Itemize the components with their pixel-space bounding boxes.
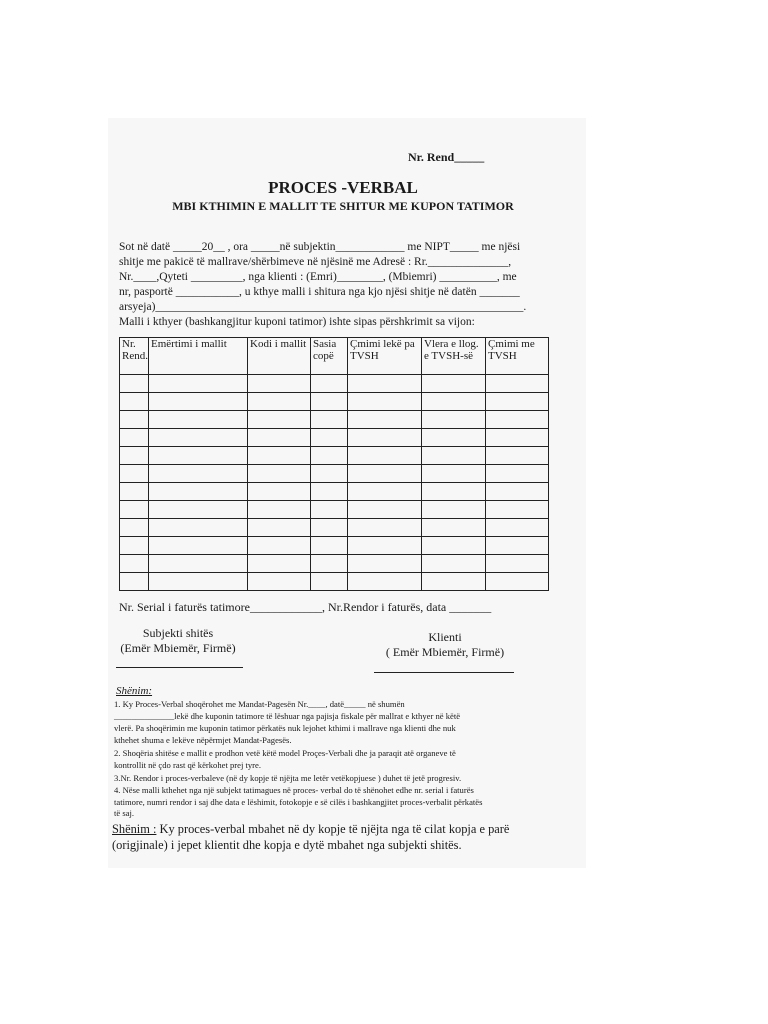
table-cell [311, 501, 348, 519]
table-cell [422, 537, 486, 555]
table-cell [486, 555, 549, 573]
table-cell [311, 393, 348, 411]
document-title: PROCES -VERBAL [268, 178, 418, 197]
table-cell [120, 393, 149, 411]
table-cell [248, 465, 311, 483]
table-cell [248, 375, 311, 393]
table-cell [422, 411, 486, 429]
client-title: Klienti [428, 630, 462, 644]
note-1-line-1: 1. Ky Proces-Verbal shoqërohet me Mandat-Pagesën Nr.____, datë_____ në shumën [114, 699, 405, 709]
intro-line-4: nr, pasportë ___________, u kthye malli i shitura nga kjo njësi shitje në datën _______ [119, 286, 520, 298]
col-header-sasia: Sasia copë [311, 338, 348, 375]
table-cell [120, 483, 149, 501]
table-cell [311, 519, 348, 537]
table-row [120, 465, 549, 483]
table-cell [348, 537, 422, 555]
document-subtitle: MBI KTHIMIN E MALLIT TE SHITUR ME KUPON TATIMOR [172, 199, 514, 213]
table-cell [149, 393, 248, 411]
table-cell [149, 519, 248, 537]
final-note-label: Shënim : [112, 822, 157, 836]
col-header-cmimi-me-tvsh: Çmimi me TVSH [486, 338, 549, 375]
table-cell [149, 447, 248, 465]
table-cell [120, 573, 149, 591]
table-row [120, 537, 549, 555]
table-cell [422, 447, 486, 465]
table-row [120, 393, 549, 411]
col-header-emertimi: Emërtimi i mallit [149, 338, 248, 375]
table-cell [149, 411, 248, 429]
table-cell [311, 465, 348, 483]
table-cell [348, 411, 422, 429]
table-cell [149, 501, 248, 519]
table-cell [120, 411, 149, 429]
table-row [120, 411, 549, 429]
final-note-line-1 [112, 821, 509, 837]
table-cell [486, 447, 549, 465]
table-cell [422, 393, 486, 411]
table-cell [120, 465, 149, 483]
table-cell [348, 573, 422, 591]
table-row [120, 429, 549, 447]
note-1-line-3: vlerë. Pa shoqërimin me kuponin tatimor përkatës nuk lejohet kthimi i mallrave nga klienti dhe nuk [114, 723, 456, 733]
final-note-line-2: (origjinale) i jepet klientit dhe kopja e dytë mbahet nga subjekti shitës. [112, 838, 462, 852]
table-cell [348, 375, 422, 393]
table-cell [348, 465, 422, 483]
note-1-line-4: kthehet shuma e lekëve nëpërmjet Mandat-Pagesës. [114, 735, 292, 745]
table-cell [348, 483, 422, 501]
table-cell [120, 429, 149, 447]
note-4-line-1: 4. Nëse malli kthehet nga një subjekt tatimagues në proces- verbal do të shënohet edhe nr. serial i faturës [114, 785, 474, 795]
table-cell [149, 555, 248, 573]
table-cell [422, 483, 486, 501]
table-cell [486, 375, 549, 393]
seller-signature-line [116, 667, 243, 668]
seller-subtitle: (Emër Mbiemër, Firmë) [120, 641, 236, 655]
table-cell [422, 429, 486, 447]
table-cell [486, 483, 549, 501]
table-row [120, 573, 549, 591]
table-row [120, 375, 549, 393]
final-note-text-1: Ky proces-verbal mbahet në dy kopje të njëjta nga të cilat kopja e parë [156, 822, 510, 836]
table-cell [149, 537, 248, 555]
table-row [120, 483, 549, 501]
note-4-line-2: tatimore, numri rendor i saj dhe data e lëshimit, fotokopje e së cilës i bashkangjitet proces-verbalit përkatës [114, 797, 483, 807]
table-cell [311, 447, 348, 465]
note-3: 3.Nr. Rendor i proces-verbaleve (në dy kopje të njëjta me letër vetëkopjuese ) duhet të jetë progresiv. [114, 773, 462, 783]
table-cell [422, 519, 486, 537]
table-cell [348, 429, 422, 447]
intro-line-1: Sot në datë _____20__ , ora _____në subjektin____________ me NIPT_____ me njësi [119, 241, 521, 253]
table-cell [486, 501, 549, 519]
nr-rend-field: Nr. Rend_____ [408, 150, 485, 164]
intro-line-3: Nr.____,Qyteti _________, nga klienti : (Emri)________, (Mbiemri) __________, me [119, 271, 517, 283]
table-cell [248, 483, 311, 501]
table-cell [311, 375, 348, 393]
table-cell [248, 537, 311, 555]
client-signature-line [374, 672, 514, 673]
table-cell [149, 483, 248, 501]
col-header-nr-rend: Nr. Rend. [120, 338, 149, 375]
table-cell [348, 393, 422, 411]
table-cell [486, 429, 549, 447]
col-header-kodi: Kodi i mallit [248, 338, 311, 375]
table-cell [311, 429, 348, 447]
table-cell [486, 393, 549, 411]
table-cell [120, 375, 149, 393]
client-subtitle: ( Emër Mbiemër, Firmë) [385, 645, 505, 659]
table-cell [486, 537, 549, 555]
table-cell [422, 573, 486, 591]
table-cell [422, 501, 486, 519]
table-cell [348, 519, 422, 537]
table-cell [422, 375, 486, 393]
seller-title: Subjekti shitës [142, 626, 214, 640]
col-header-vlera-tvsh: Vlera e llog. e TVSH-së [422, 338, 486, 375]
table-cell [149, 429, 248, 447]
table-cell [120, 537, 149, 555]
table-cell [149, 375, 248, 393]
intro-line-5: arsyeja)________________________________________________________________. [119, 301, 527, 313]
table-row [120, 519, 549, 537]
intro-line-2: shitje me pakicë të mallrave/shërbimeve në njësinë me Adresë : Rr.______________, [119, 256, 512, 268]
table-body [120, 375, 549, 591]
note-4-line-3: të saj. [114, 808, 135, 818]
table-cell [248, 429, 311, 447]
table-cell [120, 501, 149, 519]
table-cell [486, 465, 549, 483]
table-row [120, 447, 549, 465]
table-cell [248, 573, 311, 591]
table-cell [248, 447, 311, 465]
table-cell [311, 573, 348, 591]
table-cell [486, 573, 549, 591]
table-cell [120, 447, 149, 465]
table-cell [248, 411, 311, 429]
table-cell [311, 483, 348, 501]
col-header-cmimi-pa-tvsh: Çmimi lekë pa TVSH [348, 338, 422, 375]
table-cell [149, 465, 248, 483]
table-cell [311, 555, 348, 573]
table-cell [422, 465, 486, 483]
table-cell [348, 501, 422, 519]
table-cell [149, 573, 248, 591]
note-1-line-2: ______________lekë dhe kuponin tatimore të lëshuar nga pajisja fiskale për mallrat e kthyer në këtë [114, 711, 461, 721]
intro-line-6: Malli i kthyer (bashkangjitur kuponi tatimor) ishte sipas përshkrimit sa vijon: [119, 316, 475, 328]
table-cell [348, 447, 422, 465]
table-row [120, 555, 549, 573]
note-2-line-2: kontrollit në çdo rast që kërkohet prej tyre. [114, 760, 262, 770]
note-2-line-1: 2. Shoqëria shitëse e mallit e prodhon vetë këtë model Proçes-Verbali dhe ja paraqit atë organeve të [114, 748, 456, 758]
table-cell [248, 393, 311, 411]
table-row [120, 501, 549, 519]
table-cell [248, 555, 311, 573]
notes-heading: Shënim: [116, 685, 153, 697]
table-cell [486, 519, 549, 537]
table-cell [311, 537, 348, 555]
serial-line: Nr. Serial i faturës tatimore____________, Nr.Rendor i faturës, data _______ [119, 600, 492, 614]
table-cell [311, 411, 348, 429]
table-cell [486, 411, 549, 429]
table-cell [120, 555, 149, 573]
table-header-row [120, 338, 549, 375]
table-cell [248, 519, 311, 537]
table-cell [422, 555, 486, 573]
table-cell [348, 555, 422, 573]
returned-goods-table [119, 337, 549, 591]
table-cell [120, 519, 149, 537]
table-cell [248, 501, 311, 519]
